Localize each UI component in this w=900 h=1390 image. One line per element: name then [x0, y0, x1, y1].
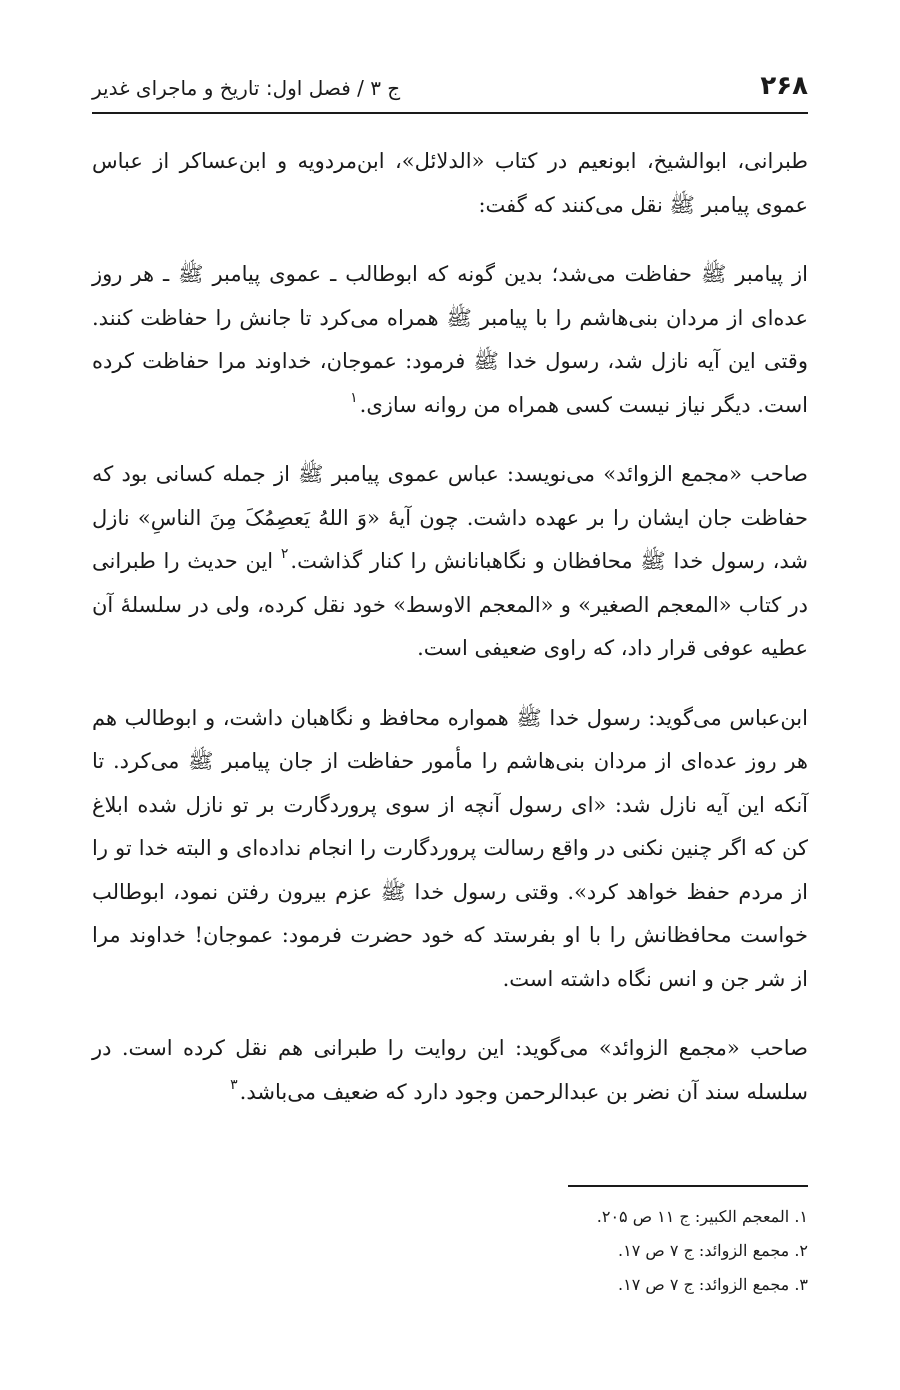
book-page: [92, 0, 808, 1390]
footnote-ref-2: ۲: [280, 546, 289, 562]
paragraph-1: [92, 140, 808, 227]
paragraph-text-continued: این حدیث را طبرانی در کتاب «المعجم الصغیر» و «المعجم الاوسط» خود نقل کرده، ولی در سلسلهٔ آن عطیه عوفی قرار داد، که راوی ضعیفی است.: [92, 549, 808, 660]
paragraph-text: از پیامبر ﷺ حفاظت می‌شد؛ بدین گونه که ابوطالب ـ عموی پیامبر ﷺ ـ هر روز عده‌ای از مردان بنی‌هاشم را با پیامبر ﷺ همراه می‌کرد تا جانش را حفاظت کنند. وقتی این آیه نازل شد، رسول خدا ﷺ فرمود: عموجان، خداوند مرا حفاظت کرده است. دیگر نیاز نیست کسی همراه من روانه سازی.: [92, 262, 808, 417]
paragraph-5: [92, 1027, 808, 1114]
footnote-ref-1: ۱: [350, 389, 358, 406]
paragraph-4: [92, 697, 808, 1002]
paragraph-text: ابن‌عباس می‌گوید: رسول خدا ﷺ همواره محافظ و نگاهبان داشت، و ابوطالب هم هر روز عده‌ای از مردان بنی‌هاشم را مأمور حفاظت از جان پیامبر ﷺ می‌کرد. تا آنکه این آیه نازل شد: «ای رسول آنچه از سوی پروردگارت بر تو نازل شده ابلاغ کن که اگر چنین نکنی در واقع رسالت پروردگارت را انجام نداده‌ای و البته خدا تو را از مردم حفظ خواهد کرد». وقتی رسول خدا ﷺ عزم بیرون رفتن نمود، ابوطالب خواست محافظانش را با او بفرستد که خود حضرت فرمود: عموجان! خداوند مرا از شر جن و انس نگاه داشته است.: [92, 705, 808, 991]
paragraph-text: صاحب «مجمع الزوائد» می‌گوید: این روایت را طبرانی هم نقل کرده است. در سلسله سند آن نضر بن عبدالرحمن وجود دارد که ضعیف می‌باشد.: [92, 1036, 808, 1104]
body-text: [92, 140, 808, 1140]
footnote-1: ۱. المعجم الکبیر: ج ۱۱ ص ۲۰۵.: [596, 1207, 808, 1226]
running-head: ج ۳ / فصل اول: تاریخ و ماجرای غدیر: [92, 76, 401, 100]
footnote-ref-3: ۳: [230, 1076, 238, 1093]
paragraph-text: صاحب «مجمع الزوائد» می‌نویسد: عباس عموی پیامبر ﷺ از جمله کسانی بود که حفاظت جان ایشان را بر عهده داشت. چون آیهٔ «وَ اللهُ یَعصِمُکَ مِنَ الناسِ» نازل شد، رسول خدا ﷺ محافظان و نگاهبانانش را کنار گذاشت.: [92, 462, 808, 573]
footnote-divider: [568, 1185, 808, 1187]
paragraph-text: طبرانی، ابوالشیخ، ابونعیم در کتاب «الدلائل»، ابن‌مردویه و ابن‌عساکر از عباس عموی پیامبر ﷺ نقل می‌کنند که گفت:: [92, 149, 808, 217]
footnotes: [92, 1200, 808, 1302]
page-header: [92, 66, 808, 114]
paragraph-2: [92, 253, 808, 427]
footnote-3: ۳. مجمع الزوائد: ج ۷ ص ۱۷.: [618, 1275, 808, 1294]
footnote-2: ۲. مجمع الزوائد: ج ۷ ص ۱۷.: [618, 1241, 808, 1260]
paragraph-3: [92, 453, 808, 671]
page-number: ۲۶۸: [760, 71, 808, 101]
